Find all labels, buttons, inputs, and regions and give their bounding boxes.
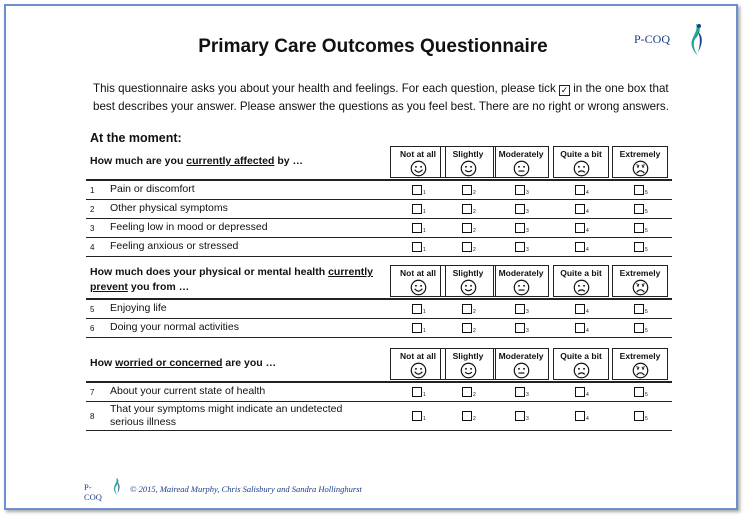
question-label: Feeling anxious or stressed (110, 240, 239, 252)
question-number: 2 (90, 205, 95, 214)
checkbox-square[interactable] (634, 323, 644, 333)
scale-label: Not at all (400, 149, 436, 159)
neutral-face-icon (513, 279, 530, 296)
answer-checkbox[interactable] (634, 204, 648, 215)
scale-column-header (553, 265, 609, 297)
question-row (86, 383, 672, 401)
scale-label: Slightly (452, 351, 484, 361)
answer-checkbox[interactable] (412, 185, 426, 196)
row-divider (86, 430, 672, 431)
question-label: Enjoying life (110, 302, 167, 314)
checkbox-score: 4 (586, 190, 589, 196)
answer-checkbox[interactable] (462, 323, 476, 334)
checkbox-score: 1 (423, 392, 426, 398)
question-label: Other physical symptoms (110, 202, 228, 214)
checkbox-score: 2 (473, 247, 476, 253)
scale-column-header (390, 146, 446, 178)
answer-checkbox[interactable] (575, 204, 589, 215)
answer-checkbox[interactable] (412, 411, 426, 422)
checkbox-square[interactable] (462, 411, 472, 421)
scale-column-header (390, 348, 446, 380)
question-number: 7 (90, 388, 95, 397)
answer-checkbox[interactable] (462, 185, 476, 196)
checkbox-score: 4 (586, 328, 589, 334)
checkbox-square[interactable] (515, 204, 525, 214)
checkbox-square[interactable] (575, 304, 585, 314)
checkbox-score: 1 (423, 309, 426, 315)
scale-column-header (440, 265, 496, 297)
question-row (86, 219, 672, 237)
answer-checkbox[interactable] (634, 304, 648, 315)
scale-column-header (553, 146, 609, 178)
very-sad-face-icon (632, 362, 649, 379)
question-text (90, 265, 373, 295)
pcoq-logo (634, 22, 714, 62)
answer-checkbox[interactable] (412, 387, 426, 398)
checkbox-square[interactable] (515, 223, 525, 233)
question-number: 4 (90, 243, 95, 252)
answer-checkbox[interactable] (515, 387, 529, 398)
checkbox-score: 3 (526, 328, 529, 334)
answer-checkbox[interactable] (412, 304, 426, 315)
checkbox-score: 2 (473, 209, 476, 215)
checkbox-score: 1 (423, 247, 426, 253)
question-label: Doing your normal activities (110, 321, 239, 333)
question-label: Feeling low in mood or depressed (110, 221, 268, 233)
instructions-text-1: This questionnaire asks you about your health and feelings. For each question, please tick (93, 82, 556, 95)
checkbox-square[interactable] (515, 387, 525, 397)
answer-checkbox[interactable] (462, 304, 476, 315)
checkbox-score: 2 (473, 228, 476, 234)
question-row (86, 200, 672, 218)
happy-face-icon (460, 160, 477, 177)
question-number: 1 (90, 186, 95, 195)
row-divider (86, 337, 672, 338)
checkbox-score: 4 (586, 228, 589, 234)
checkbox-square[interactable] (462, 323, 472, 333)
scale-label: Slightly (452, 149, 484, 159)
checkbox-square[interactable] (634, 223, 644, 233)
checkbox-square[interactable] (634, 185, 644, 195)
question-text-part: How much are you (90, 155, 187, 167)
question-text-emphasis: worried or concerned (115, 357, 223, 369)
checkbox-score: 4 (586, 392, 589, 398)
answer-checkbox[interactable] (575, 242, 589, 253)
answer-checkbox[interactable] (462, 223, 476, 234)
checkbox-score: 5 (645, 392, 648, 398)
scale-label: Quite a bit (560, 149, 602, 159)
checkbox-score: 4 (586, 247, 589, 253)
answer-checkbox[interactable] (634, 242, 648, 253)
checkbox-score: 3 (526, 209, 529, 215)
scale-label: Moderately (498, 268, 544, 278)
checkbox-score: 2 (473, 309, 476, 315)
scale-column-header (440, 146, 496, 178)
answer-checkbox[interactable] (634, 411, 648, 422)
question-text-part: by … (274, 155, 303, 167)
checkbox-score: 5 (645, 209, 648, 215)
answer-checkbox[interactable] (515, 204, 529, 215)
checkbox-square[interactable] (515, 323, 525, 333)
answer-checkbox[interactable] (575, 185, 589, 196)
question-row (86, 319, 672, 337)
answer-checkbox[interactable] (515, 411, 529, 422)
instructions (93, 80, 693, 116)
sad-face-icon (573, 362, 590, 379)
checkbox-score: 2 (473, 190, 476, 196)
checkbox-score: 3 (526, 309, 529, 315)
scale-label: Extremely (619, 351, 661, 361)
scale-label: Quite a bit (560, 351, 602, 361)
logo-text: P-COQ (634, 32, 671, 46)
answer-checkbox[interactable] (462, 387, 476, 398)
question-row (86, 300, 672, 318)
sad-face-icon (573, 160, 590, 177)
footer-logo-text: P-COQ (84, 482, 102, 502)
question-text-emphasis: currently (328, 266, 373, 278)
scale-column-header (390, 265, 446, 297)
question-label: Pain or discomfort (110, 183, 195, 195)
checkbox-square[interactable] (462, 304, 472, 314)
checkbox-score: 4 (586, 416, 589, 422)
checkbox-score: 3 (526, 247, 529, 253)
checkbox-square[interactable] (412, 204, 422, 214)
question-text-emphasis: prevent (90, 281, 128, 293)
very-happy-face-icon (410, 160, 427, 177)
happy-face-icon (460, 279, 477, 296)
scale-column-header (612, 146, 668, 178)
scale-column-header (493, 265, 549, 297)
footer-bird-logo-icon (112, 476, 124, 500)
checkbox-square[interactable] (575, 242, 585, 252)
scale-label: Moderately (498, 149, 544, 159)
answer-checkbox[interactable] (575, 387, 589, 398)
scale-label: Extremely (619, 149, 661, 159)
answer-checkbox[interactable] (515, 223, 529, 234)
question-number: 3 (90, 224, 95, 233)
checkbox-score: 5 (645, 309, 648, 315)
answer-checkbox[interactable] (634, 223, 648, 234)
question-label: That your symptoms might indicate an undetected serious illness (110, 403, 343, 428)
checkbox-score: 1 (423, 416, 426, 422)
answer-checkbox[interactable] (515, 323, 529, 334)
checkbox-square[interactable] (412, 242, 422, 252)
checkbox-square[interactable] (462, 223, 472, 233)
checkbox-square[interactable] (515, 242, 525, 252)
checkbox-score: 5 (645, 190, 648, 196)
checkbox-score: 1 (423, 209, 426, 215)
checkbox-square[interactable] (462, 204, 472, 214)
checkbox-square[interactable] (462, 387, 472, 397)
answer-checkbox[interactable] (575, 223, 589, 234)
answer-checkbox[interactable] (575, 411, 589, 422)
checkbox-square[interactable] (634, 387, 644, 397)
question-text-part: are you … (222, 357, 277, 369)
checkbox-square[interactable] (634, 411, 644, 421)
question-row (86, 238, 672, 256)
checkbox-square[interactable] (575, 223, 585, 233)
checkbox-score: 5 (645, 416, 648, 422)
checkbox-square[interactable] (634, 304, 644, 314)
answer-checkbox[interactable] (412, 323, 426, 334)
checkbox-square[interactable] (575, 185, 585, 195)
checkbox-square[interactable] (412, 411, 422, 421)
bird-logo-icon (688, 22, 710, 62)
checkbox-square[interactable] (515, 411, 525, 421)
scale-label: Not at all (400, 351, 436, 361)
question-row (86, 181, 672, 199)
row-divider (86, 256, 672, 257)
instructions-text-2: in the one box that best describes your answer. Please answer the questions as you feel best. There are no right or wrong answers. (93, 82, 669, 113)
neutral-face-icon (513, 362, 530, 379)
checkbox-score: 2 (473, 328, 476, 334)
checkbox-square[interactable] (575, 323, 585, 333)
question-number: 5 (90, 305, 95, 314)
checkbox-score: 3 (526, 228, 529, 234)
scale-column-header (440, 348, 496, 380)
checkbox-score: 2 (473, 392, 476, 398)
very-sad-face-icon (632, 279, 649, 296)
answer-checkbox[interactable] (634, 323, 648, 334)
tick-example-icon: ✓ (560, 85, 569, 95)
checkbox-square[interactable] (412, 304, 422, 314)
question-label: About your current state of health (110, 385, 266, 397)
question-text-emphasis: currently affected (186, 155, 275, 167)
question-number: 8 (90, 412, 95, 421)
answer-checkbox[interactable] (412, 242, 426, 253)
checkbox-score: 5 (645, 247, 648, 253)
sad-face-icon (573, 279, 590, 296)
checkbox-square[interactable] (634, 242, 644, 252)
page-title: Primary Care Outcomes Questionnaire (198, 36, 548, 57)
answer-checkbox[interactable] (412, 223, 426, 234)
question-text-part: you from … (127, 281, 190, 293)
answer-checkbox[interactable] (575, 323, 589, 334)
answer-checkbox[interactable] (462, 204, 476, 215)
answer-checkbox[interactable] (515, 242, 529, 253)
copyright-notice: © 2015, Mairead Murphy, Chris Salisbury and Sandra Hollinghurst (130, 484, 362, 494)
checkbox-score: 5 (645, 228, 648, 234)
scale-label: Slightly (452, 268, 484, 278)
question-text (90, 154, 303, 169)
checkbox-square[interactable] (515, 304, 525, 314)
checkbox-square[interactable] (575, 387, 585, 397)
answer-checkbox[interactable] (575, 304, 589, 315)
scale-label: Quite a bit (560, 268, 602, 278)
scale-column-header (612, 348, 668, 380)
question-row (86, 402, 672, 430)
checkbox-square[interactable] (412, 185, 422, 195)
scale-column-header (493, 348, 549, 380)
checkbox-score: 4 (586, 309, 589, 315)
scale-label: Extremely (619, 268, 661, 278)
checkbox-score: 5 (645, 328, 648, 334)
scale-column-header (553, 348, 609, 380)
section-heading: At the moment: (90, 131, 182, 145)
answer-checkbox[interactable] (515, 304, 529, 315)
checkbox-score: 4 (586, 209, 589, 215)
checkbox-square[interactable] (462, 242, 472, 252)
checkbox-score: 3 (526, 392, 529, 398)
scale-column-header (493, 146, 549, 178)
answer-checkbox[interactable] (634, 185, 648, 196)
scale-column-header (612, 265, 668, 297)
checkbox-square[interactable] (575, 411, 585, 421)
checkbox-square[interactable] (515, 185, 525, 195)
scale-label: Not at all (400, 268, 436, 278)
checkbox-square[interactable] (412, 323, 422, 333)
checkbox-score: 1 (423, 328, 426, 334)
checkbox-score: 3 (526, 416, 529, 422)
answer-checkbox[interactable] (462, 242, 476, 253)
answer-checkbox[interactable] (462, 411, 476, 422)
scale-label: Moderately (498, 351, 544, 361)
checkbox-score: 2 (473, 416, 476, 422)
question-text-part: How much does your physical or mental health (90, 266, 329, 278)
question-number: 6 (90, 324, 95, 333)
question-text (90, 356, 276, 371)
checkbox-square[interactable] (412, 387, 422, 397)
neutral-face-icon (513, 160, 530, 177)
checkbox-score: 3 (526, 190, 529, 196)
answer-checkbox[interactable] (515, 185, 529, 196)
very-happy-face-icon (410, 279, 427, 296)
very-happy-face-icon (410, 362, 427, 379)
checkbox-square[interactable] (412, 223, 422, 233)
answer-checkbox[interactable] (634, 387, 648, 398)
question-text-part: How (90, 357, 116, 369)
happy-face-icon (460, 362, 477, 379)
checkbox-square[interactable] (462, 185, 472, 195)
checkbox-square[interactable] (634, 204, 644, 214)
checkbox-score: 1 (423, 228, 426, 234)
checkbox-square[interactable] (575, 204, 585, 214)
answer-checkbox[interactable] (412, 204, 426, 215)
checkbox-score: 1 (423, 190, 426, 196)
very-sad-face-icon (632, 160, 649, 177)
